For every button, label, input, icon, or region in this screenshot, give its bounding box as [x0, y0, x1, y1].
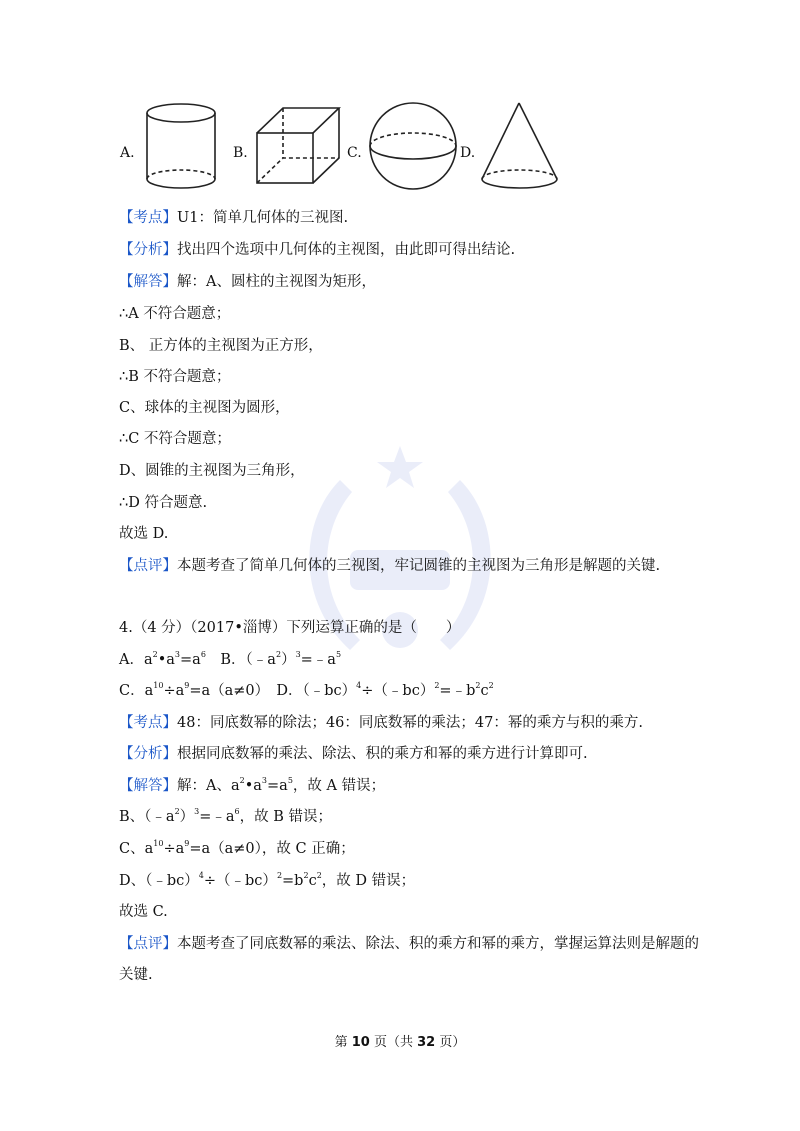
footer-total-pages: 32	[417, 1035, 436, 1050]
q4-dianping-row-2: 关键.	[119, 967, 153, 983]
dianping-tag: 【点评】	[119, 558, 177, 574]
fenxi-text: 根据同底数幂的乘法、除法、积的乘方和幂的乘方进行计算即可.	[177, 746, 588, 762]
q4-kaodian-row	[119, 713, 643, 733]
kaodian-tag: 【考点】	[119, 715, 177, 731]
kaodian-text: U1：简单几何体的三视图.	[177, 210, 349, 226]
jieda-text: 解：A、圆柱的主视图为矩形，	[177, 274, 376, 290]
fenxi-tag: 【分析】	[119, 242, 177, 258]
fenxi-text: 找出四个选项中几何体的主视图，由此即可得出结论.	[177, 242, 516, 258]
footer-page-number: 10	[351, 1035, 370, 1050]
q3-dianping-row	[119, 556, 660, 576]
kaodian-tag: 【考点】	[119, 210, 177, 226]
q3-kaodian-row	[119, 208, 348, 228]
option-b-label: B.	[233, 145, 248, 161]
q4-line-final: 故选 C.	[119, 904, 168, 920]
option-d-label: D.	[460, 145, 476, 161]
footer-pre: 第	[334, 1035, 352, 1050]
q4-jieda-row	[119, 776, 385, 796]
q4-options-cd: C．$a^{10}\div a^9=a(a\ne 0)$ D．$(﹣bc)^4\div(﹣bc)^2=﹣b^2c^2$	[119, 681, 494, 699]
option-c-label: C.	[347, 145, 362, 161]
q3-jieda-row	[119, 272, 376, 292]
q4-line-d: D、$(﹣bc)^4\div(﹣bc)^2=b^2c^2$，故 D 错误；	[119, 871, 416, 889]
cone-figure	[482, 103, 557, 188]
footer-post: 页）	[435, 1035, 466, 1050]
fenxi-tag: 【分析】	[119, 746, 177, 762]
q4-options-ab: A．$a^2•a^3=a^6$ B．$(﹣a^2)^3=﹣a^5$	[119, 650, 342, 668]
q4-stem: 4.（4 分）（2017•淄博）下列运算正确的是（ ）	[119, 620, 461, 636]
q3-line-4: C、球体的主视图为圆形，	[119, 400, 290, 416]
page-footer	[0, 1034, 800, 1052]
footer-mid: 页（共	[369, 1035, 418, 1050]
q3-fenxi-row	[119, 240, 515, 260]
dianping-tag: 【点评】	[119, 936, 177, 952]
q3-line-1: ∴A 不符合题意；	[119, 306, 231, 322]
dianping-text: 本题考查了同底数幂的乘法、除法、积的乘方和幂的乘方，掌握运算法则是解题的	[177, 936, 699, 952]
q4-line-b: B、$(﹣a^2)^3=﹣a^6$，故 B 错误；	[119, 807, 333, 825]
sphere-figure	[370, 103, 456, 189]
q4-fenxi-row	[119, 744, 588, 764]
q3-line-6: D、圆锥的主视图为三角形，	[119, 463, 305, 479]
q3-line-2: B、 正方体的主视图为正方形，	[119, 338, 323, 354]
kaodian-text: 48：同底数幂的除法；46：同底数幂的乘法；47：幂的乘方与积的乘方.	[177, 715, 643, 731]
q3-line-5: ∴C 不符合题意；	[119, 431, 231, 447]
cylinder-figure	[147, 104, 215, 188]
q3-line-8: 故选 D.	[119, 526, 169, 542]
option-a-label: A.	[120, 145, 135, 161]
dianping-text: 本题考查了简单几何体的三视图，牢记圆锥的主视图为三角形是解题的关键.	[177, 558, 661, 574]
jieda-tag: 【解答】	[119, 274, 177, 290]
geometry-options-figures	[0, 0, 800, 200]
q4-dianping-row	[119, 934, 699, 954]
q3-line-3: ∴B 不符合题意；	[119, 369, 231, 385]
jieda-tag: 【解答】	[119, 778, 177, 794]
jieda-text: 解：A、$a^2•a^3=a^5$，故 A 错误；	[177, 776, 386, 794]
cube-figure	[257, 108, 339, 183]
q3-line-7: ∴D 符合题意.	[119, 495, 208, 511]
q4-line-c: C、$a^{10}\div a^9=a(a\ne 0)$，故 C 正确；	[119, 839, 355, 857]
